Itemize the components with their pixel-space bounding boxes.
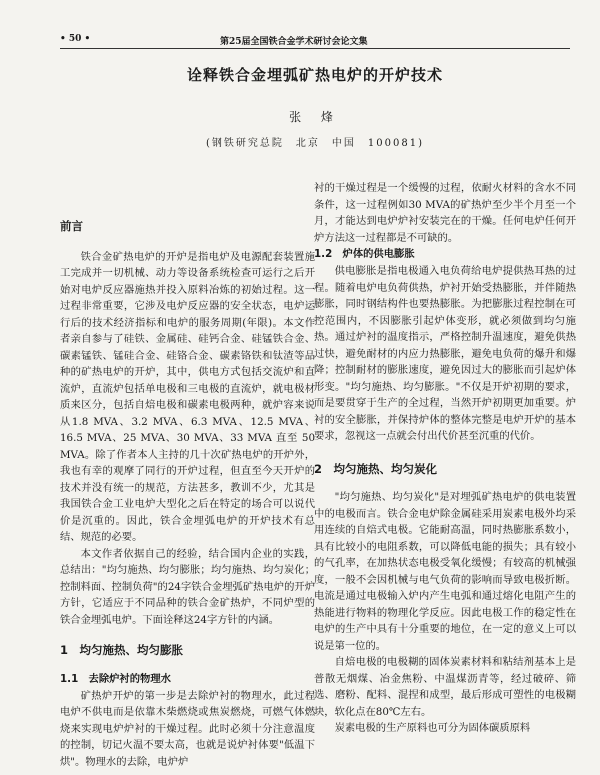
heading-introduction: 前言 <box>60 219 83 233</box>
paragraph: 矿热炉开炉的第一步是去除炉衬的物理水，此过程电炉不供电而是依靠木柴燃烧或焦炭燃烧，可燃气体燃烧来实现电炉炉衬的干燥过程。此时必须十分注意温度的控制，切记火温不要太高，也就是说炉衬体要"低温下烘"。物理水的去除，电炉炉 <box>60 689 315 768</box>
running-header <box>60 32 570 49</box>
paragraph: 铁合金矿热电炉的开炉是指电炉及电源配套装置施工完成并一切机械、动力等设备系统检查可运行之后开始对电炉反应器施热并投入原料冶炼的初始过程。这一过程非常重要，它涉及电炉反应器的安全状态，电炉运行后的技术经济指标和电炉的服务周期(年限)。本文作者亲自参与了硅铁、金属硅、硅钙合金、硅锰铁合金、碳素锰铁、锰硅合金、硅铬合金、碳素铬铁和钛渣等品种的矿热电炉的开炉，其中，供电方式包括交流炉和直流炉，直流炉包括单电极和三电极的直流炉，就电极材质来区分，包括自焙电极和碳素电极两种，就炉容来说从1.8 MVA、3.2 MVA、6.3 MVA、12.5 MVA、16.5 MVA、25 MVA、30 MVA、33 MVA 直至 50 MVA。除了作者本人主持的几十次矿热电炉的开炉外，我也有幸的观摩了同行的开炉过程，但直至今天开炉的技术并没有统一的规范，方法甚多，教训不少，尤其是我国铁合金工业电炉大型化之后在特定的场合可以说代价是沉重的。因此，铁合金埋弧电炉的开炉技术有总结、规范的必要。 <box>60 250 315 543</box>
paper-title: 诠释铁合金埋弧矿热电炉的开炉技术 <box>186 66 443 84</box>
right-column <box>314 180 576 770</box>
paragraph: 本文作者依据自己的经验，结合国内企业的实践，总结出："均匀施热、均匀膨胀；均匀施热、均匀炭化；控制料面、控制负荷"的24字铁合金埋弧矿热电炉的开炉方针，它适应于不同品种的铁合金矿热炉，不同炉型的铁合金埋弧电炉。下面诠释这24字方针的内涵。 <box>60 547 315 626</box>
page-number: • 50 • <box>60 34 91 44</box>
paragraph: 自焙电极的电极糊的固体炭素材料和粘结剂基本上是普散无烟煤、冶金焦粉、中温煤沥青等，经过破碎、筛选、磨粉、配料、混捏和成型，最后形成可塑性的电极糊块，软化点在80℃左右。 <box>314 656 576 718</box>
heading-section-1-1: 1.1 去除炉衬的物理水 <box>60 672 171 685</box>
paragraph: "均匀施热、均匀炭化"是对埋弧矿热电炉的供电装置中的电极而言。铁合金电炉除金属硅采用炭素电极外均采用连续的自焙式电极。它能耐高温，同时热膨胀系数小，具有比较小的电阻系数，可以降低电能的损失；具有较小的气孔率，在加热状态电极受氧化缓慢；有较高的机械强度，一般不会因机械与电气负荷的影响而导致电极折断。电流是通过电极输入炉内产生电弧和通过熔化电阻产生的热能进行物料的物理化学反应。因此电极工作的稳定性在电炉的生产中具有十分重要的地位，在一定的意义上可以说是第一位的。 <box>314 491 576 652</box>
heading-section-1-2: 1.2 炉体的供电膨胀 <box>314 248 415 260</box>
heading-section-1: 1 均匀施热、均匀膨胀 <box>60 643 184 657</box>
heading-section-2: 2 均匀施热、均匀炭化 <box>314 461 438 476</box>
journal-title: 第25届全国铁合金学术研讨会论文集 <box>220 37 368 47</box>
paragraph: 炭素电极的生产原料也可分为固体碳质原料 <box>334 722 531 734</box>
paragraph: 供电膨胀是指电极通入电负荷给电炉提供热耳热的过程。随着电炉电负荷供热，炉衬开始受热膨胀，并伴随热膨胀，同时钢结构件也要热膨胀。为把膨胀过程控制在可控范围内，不因膨胀引起炉体变形，就必须做到均匀施热。通过炉衬的温度指示，严格控制升温速度，避免供热过快，避免耐材的内应力热膨胀，避免电负荷的爆升和爆降；控制耐材的膨胀速度，避免因过大的膨胀而引起炉体形变。"均匀施热、均匀膨胀。"不仅是开炉初期的要求，而是要贯穿于生产的全过程，当然开炉初期更加重要。炉衬的安全膨胀，并保持炉体的整体完整是电炉开炉的基本要求，忽视这一点就会付出代价甚至沉重的代价。 <box>314 265 576 442</box>
paragraph-continued: 衬的干燥过程是一个缓慢的过程，依耐火材料的含水不同条件，这一过程例如30 MVA的矿热炉至少半个月至一个月，才能达到电炉炉衬安装完在的干燥。任何电炉任何开炉方法这一过程都是不可缺的。 <box>314 182 576 244</box>
left-column <box>60 218 315 770</box>
author-affiliation: (钢铁研究总院 北京 中国 100081) <box>206 138 424 149</box>
author-name: 张 烽 <box>289 110 341 124</box>
